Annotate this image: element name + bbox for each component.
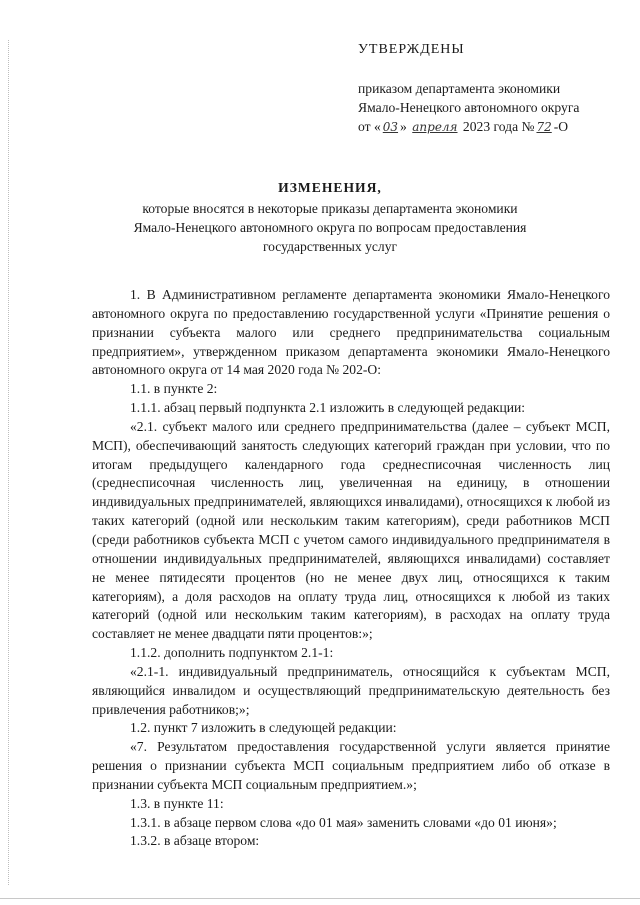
paragraph: «2.1-1. индивидуальный предприниматель, относящийся к субъектам МСП, являющийся инвалидом и осуществляющий предпринимательскую деятельность без привлечения работников;»; xyxy=(92,663,610,717)
paragraph: 1.1.2. дополнить подпунктом 2.1-1: xyxy=(130,645,334,661)
approval-line-2: Ямало-Ненецкого автономного округа xyxy=(358,100,580,115)
document-heading xyxy=(130,178,530,256)
paragraph: 1. В Административном регламенте департамента экономики Ямало-Ненецкого автономного округа по предоставлению государственной услуги «Принятие решения о признании субъекта малого или среднего предпринимательства социальным предприятием», утвержденном приказом департамента экономики Ямало-Ненецкого автономного округа от 14 мая 2020 года № 202-О: xyxy=(92,287,610,378)
paragraph: 1.3. в пункте 11: xyxy=(130,795,224,811)
approval-line-3 xyxy=(358,117,628,137)
paragraph: 1.1. в пункте 2: xyxy=(130,381,218,397)
approval-year: 2023 года № xyxy=(462,119,535,134)
scan-left-edge xyxy=(8,40,9,885)
handwritten-number: 72 xyxy=(536,120,552,134)
approval-line-1: приказом департамента экономики xyxy=(358,81,561,96)
approval-date-prefix: от « xyxy=(358,119,381,134)
handwritten-day: 03 xyxy=(382,120,399,134)
paragraph: 1.2. пункт 7 изложить в следующей редакции: xyxy=(130,720,397,736)
paragraph: 1.3.2. в абзаце втором: xyxy=(130,833,260,849)
scan-bottom-rule xyxy=(0,898,640,899)
paragraph: 1.3.1. в абзаце первом слова «до 01 мая» заменить словами «до 01 июня»; xyxy=(130,814,557,830)
approval-block xyxy=(358,40,628,137)
document-title: ИЗМЕНЕНИЯ, xyxy=(278,180,382,195)
document-body xyxy=(92,286,610,851)
paragraph: «2.1. субъект малого или среднего предпринимательства (далее – субъект МСП, МСП), обеспечивающий занятость следующих категорий граждан при условии, что по итогам предыдущего календарного года среднесписочная численность лиц (среднесписочная численность лиц, увеличенная на единицу, в отношении индивидуальных предпринимателей, являющихся инвалидами), относящихся к любой из таких категорий (одной или нескольким таким категориям), среди работников МСП (среди работников субъекта МСП с учетом самого индивидуального предпринимателя в отношении индивидуальных предпринимателей, являющихся инвалидами) составляет не менее пятидесяти процентов (но не менее двух лиц, относящихся к таким категориям), а доля расходов на оплату труда лиц, относящихся к любой из таких категорий (одной или нескольким таким категориям), в расходах на оплату труда составляет не менее двадцати пяти процентов:»; xyxy=(92,418,610,642)
approval-number-suffix: -О xyxy=(553,119,569,134)
handwritten-month: апреля xyxy=(412,120,458,134)
document-subtitle: которые вносятся в некоторые приказы департамента экономики Ямало-Ненецкого автономного округа по вопросам предоставления государственных услуг xyxy=(133,201,527,254)
paragraph: 1.1.1. абзац первый подпункта 2.1 изложить в следующей редакции: xyxy=(130,400,526,416)
approval-title: УТВЕРЖДЕНЫ xyxy=(358,42,465,57)
approval-quote-close: » xyxy=(400,119,407,134)
paragraph: «7. Результатом предоставления государственной услуги является принятие решения о признании субъекта МСП социальным предприятием либо об отказе в признании субъекта МСП социальным предприятием.»; xyxy=(92,739,610,792)
